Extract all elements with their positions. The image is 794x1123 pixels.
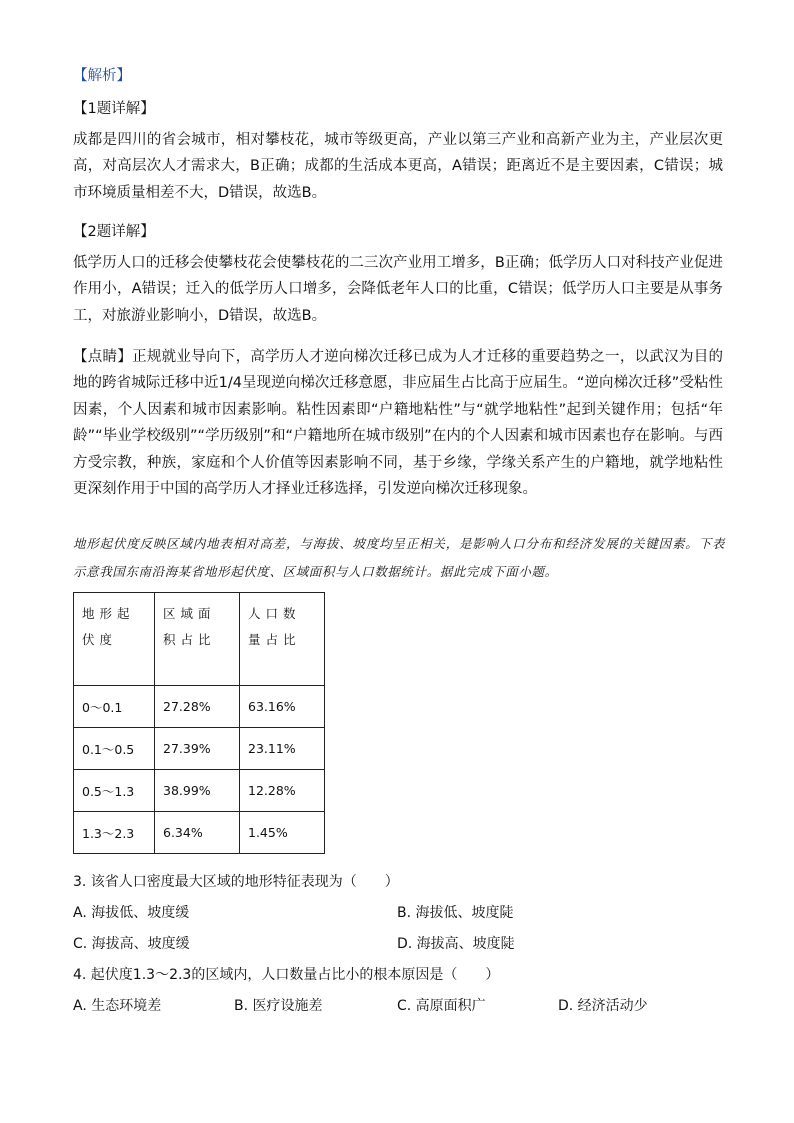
- table-row: [74, 686, 325, 728]
- comment-header: 【点睛】: [73, 349, 133, 365]
- q1-explanation: 成都是四川的省会城市，相对攀枝花，城市等级更高，产业以第三产业和高新产业为主，产业层次更高，对高层次人才需求大，B正确；成都的生活成本更高，A错误；距离近不是主要因素，C错误；城市环境质量相差不大，D错误，故选B。: [73, 132, 723, 201]
- table-row: [74, 812, 325, 854]
- table-cell: 27.39%: [155, 728, 240, 770]
- table-cell: 38.99%: [155, 770, 240, 812]
- comment-text: 正规就业导向下，高学历人才逆向梯次迁移已成为人才迁移的重要趋势之一，以武汉为目的地的跨省城际迁移中近1/4呈现逆向梯次迁移意愿，非应届生占比高于应届生。“逆向梯次迁移”受粘性因素，个人因素和城市因素影响。粘性因素即“户籍地粘性”与“就学地粘性”起到关键作用；包括“年龄”“毕业学校级别”“学历级别”和“户籍地所在城市级别”在内的个人因素和城市因素也存在影响。与西方受宗教，种族，家庭和个人价值等因素影响不同，基于乡缘，学缘关系产生的户籍地，就学地粘性更深刻作用于中国的高学历人才择业迁移选择，引发逆向梯次迁移现象。: [73, 349, 724, 498]
- question-3-stem: 3. 该省人口密度最大区域的地形特征表现为（ ）: [73, 874, 399, 890]
- table-cell: 0.5～1.3: [74, 770, 155, 812]
- table-header-row: [74, 593, 325, 686]
- table-header-cell: 地形起伏度: [74, 593, 155, 686]
- table-cell: 63.16%: [240, 686, 325, 728]
- question-intro: 地形起伏度反映区域内地表相对高差，与海拔、坡度均呈正相关，是影响人口分布和经济发展的关键因素。下表示意我国东南沿海某省地形起伏度、区域面积与人口数据统计。据此完成下面小题。: [73, 536, 725, 579]
- table-cell: 1.3～2.3: [74, 812, 155, 854]
- table-cell: 0.1～0.5: [74, 728, 155, 770]
- table-cell: 6.34%: [155, 812, 240, 854]
- q2-header: 【2题详解】: [73, 224, 155, 240]
- table-row: [74, 770, 325, 812]
- table-cell: 27.28%: [155, 686, 240, 728]
- question-3-option-a: A. 海拔低、坡度缓: [73, 905, 190, 921]
- terrain-population-table: [73, 592, 325, 854]
- q1-header: 【1题详解】: [73, 101, 155, 117]
- question-3-option-b: B. 海拔低、坡度陡: [397, 905, 514, 921]
- question-3-option-c: C. 海拔高、坡度缓: [73, 936, 190, 952]
- comment-block: [73, 344, 723, 502]
- q2-explanation: 低学历人口的迁移会使攀枝花会使攀枝花的二三次产业用工增多，B正确；低学历人口对科技产业促进作用小，A错误；迁入的低学历人口增多，会降低老年人口的比重，C错误；低学历人口主要是从事务工，对旅游业影响小，D错误，故选B。: [73, 255, 723, 324]
- analysis-header: 【解析】: [73, 68, 131, 84]
- question-4-option-d: D. 经济活动少: [558, 998, 648, 1014]
- question-4-option-a: A. 生态环境差: [73, 998, 162, 1014]
- question-4-option-c: C. 高原面积广: [397, 998, 486, 1014]
- table-cell: 1.45%: [240, 812, 325, 854]
- table-cell: 0～0.1: [74, 686, 155, 728]
- table-header-cell: 区域面积占比: [155, 593, 240, 686]
- table-header-cell: 人口数量占比: [240, 593, 325, 686]
- table-cell: 12.28%: [240, 770, 325, 812]
- question-3-option-d: D. 海拔高、坡度陡: [397, 936, 515, 952]
- table-row: [74, 728, 325, 770]
- table-cell: 23.11%: [240, 728, 325, 770]
- question-4-stem: 4. 起伏度1.3～2.3的区域内，人口数量占比小的根本原因是（ ）: [73, 967, 500, 983]
- question-4-option-b: B. 医疗设施差: [234, 998, 323, 1014]
